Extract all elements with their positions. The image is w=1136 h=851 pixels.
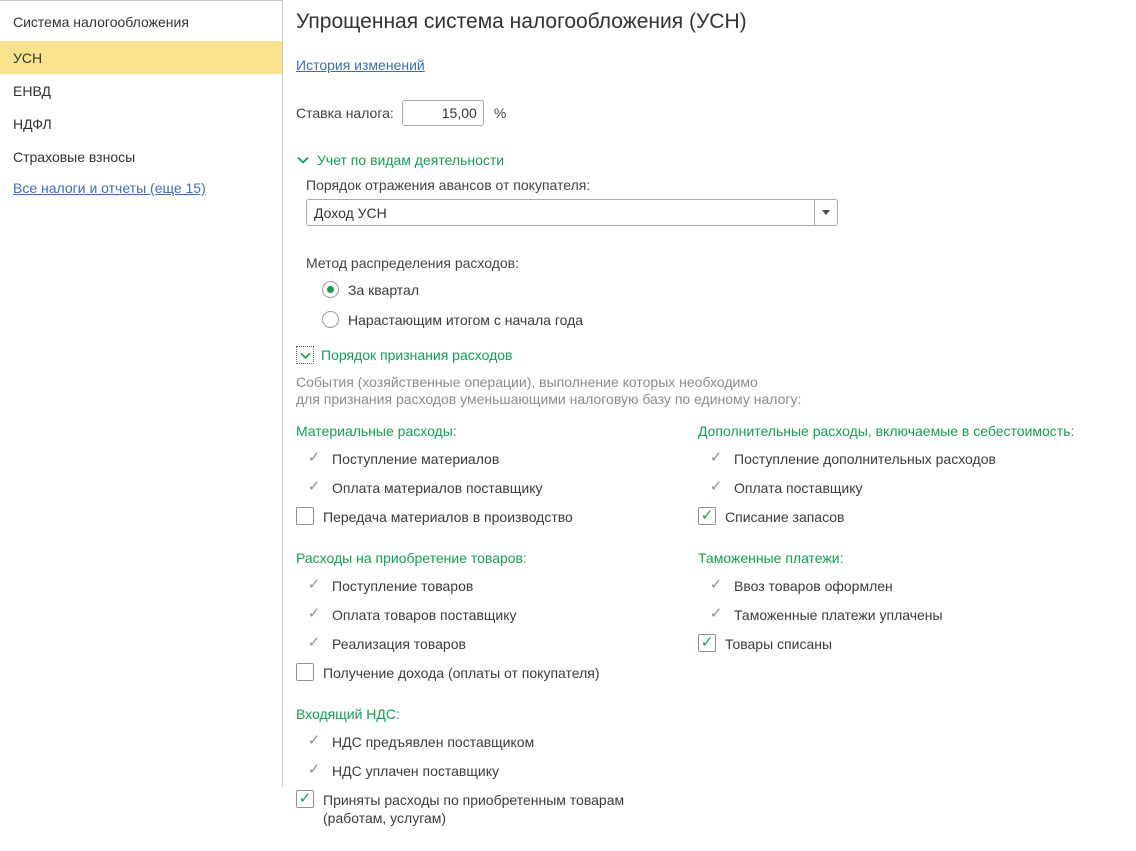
check-icon: ✓ <box>307 576 321 593</box>
event-label: Поступление товаров <box>332 578 474 594</box>
event-label: Поступление материалов <box>332 451 500 467</box>
checkbox-event-item[interactable] <box>296 663 698 682</box>
group-goods-purchase-expenses <box>296 550 698 682</box>
event-label: НДС уплачен поставщику <box>332 763 499 779</box>
group-title: Входящий НДС: <box>296 706 400 722</box>
sidebar-item-label: Система налогообложения <box>13 14 189 30</box>
radio-option-cumulative[interactable] <box>322 310 1136 329</box>
check-icon: ✓ <box>307 761 321 778</box>
activity-types-section-toggle[interactable] <box>296 152 1136 168</box>
event-label: Реализация товаров <box>332 636 466 652</box>
usn-settings-panel <box>283 0 1136 826</box>
group-title: Материальные расходы: <box>296 423 457 439</box>
description-line: События (хозяйственные операции), выполнение которых необходимо <box>296 374 758 390</box>
group-title: Таможенные платежи: <box>698 550 844 566</box>
check-icon: ✓ <box>709 449 723 466</box>
check-icon: ✓ <box>709 576 723 593</box>
chevron-down-icon <box>296 346 314 364</box>
check-icon: ✓ <box>307 478 321 495</box>
sidebar-item-label: ЕНВД <box>13 82 51 99</box>
event-label: Поступление дополнительных расходов <box>734 451 996 467</box>
checkbox-event-item[interactable] <box>698 634 1136 653</box>
check-icon: ✓ <box>709 605 723 622</box>
sidebar-item-envd[interactable] <box>0 74 282 107</box>
fixed-event-item <box>296 449 698 468</box>
advance-order-label: Порядок отражения авансов от покупателя: <box>306 177 591 193</box>
check-icon: ✓ <box>307 634 321 651</box>
event-label: Таможенные платежи уплачены <box>734 607 943 623</box>
event-label: Оплата товаров поставщику <box>332 607 517 623</box>
radio-option-label: Нарастающим итогом с начала года <box>348 312 584 328</box>
chevron-down-icon <box>296 153 310 167</box>
group-customs-payments <box>698 550 1136 682</box>
event-label: Передача материалов в производство <box>323 509 573 525</box>
fixed-event-item <box>296 605 698 624</box>
event-label: Приняты расходы по приобретенным товарам (работам, услугам) <box>323 792 625 826</box>
fixed-event-item <box>698 576 1136 595</box>
fixed-event-item <box>296 576 698 595</box>
settings-sidebar <box>0 0 283 787</box>
recognition-description <box>296 374 1136 408</box>
fixed-event-item <box>698 449 1136 468</box>
group-title: Дополнительные расходы, включаемые в себестоимость: <box>698 423 1075 439</box>
activity-section-title: Учет по видам деятельности <box>317 152 505 168</box>
fixed-event-item <box>296 761 698 780</box>
advance-order-value[interactable]: Доход УСН <box>314 204 387 221</box>
sidebar-item-insurance[interactable] <box>0 140 282 173</box>
check-icon: ✓ <box>307 605 321 622</box>
event-label: Оплата материалов поставщику <box>332 480 543 496</box>
sidebar-item-label: НДФЛ <box>13 115 52 132</box>
checkbox-event-item[interactable] <box>296 790 666 827</box>
radio-button-icon[interactable] <box>322 281 339 298</box>
sidebar-item-taxation-system[interactable] <box>0 3 282 41</box>
event-label: Получение дохода (оплаты от покупателя) <box>323 665 600 681</box>
checkbox-icon[interactable]: ✓ <box>698 507 716 525</box>
distribution-method-label: Метод распределения расходов: <box>306 255 519 271</box>
checkbox-event-item[interactable] <box>698 507 1136 526</box>
checkbox-event-item[interactable] <box>296 507 698 526</box>
group-title: Расходы на приобретение товаров: <box>296 550 527 566</box>
fixed-event-item <box>296 478 698 497</box>
all-taxes-link[interactable]: Все налоги и отчеты (еще 15) <box>13 180 206 196</box>
tax-rate-unit: % <box>493 105 507 121</box>
check-icon: ✓ <box>709 478 723 495</box>
radio-option-quarter[interactable] <box>322 280 1136 299</box>
checkbox-icon[interactable] <box>296 663 314 681</box>
dropdown-arrow-icon <box>822 210 830 215</box>
sidebar-item-ndfl[interactable] <box>0 107 282 140</box>
page-title: Упрощенная система налогообложения (УСН) <box>296 10 747 33</box>
sidebar-item-all-taxes-link[interactable] <box>0 173 282 203</box>
tax-rate-label: Ставка налога: <box>296 105 394 121</box>
fixed-event-item <box>698 478 1136 497</box>
sidebar-item-usn[interactable] <box>0 41 282 74</box>
group-material-expenses <box>296 423 698 526</box>
sidebar-item-label: УСН <box>13 49 43 66</box>
fixed-event-item <box>296 634 698 653</box>
fixed-event-item <box>296 732 698 751</box>
check-icon: ✓ <box>307 732 321 749</box>
radio-option-label: За квартал <box>348 282 420 298</box>
advance-order-combobox[interactable] <box>306 199 838 226</box>
description-line: для признания расходов уменьшающими налоговую базу по единому налогу: <box>296 391 802 407</box>
checkbox-icon[interactable]: ✓ <box>698 634 716 652</box>
history-of-changes-link[interactable]: История изменений <box>296 57 425 73</box>
fixed-event-item <box>698 605 1136 624</box>
tax-rate-row <box>296 100 1136 126</box>
combobox-dropdown-button[interactable] <box>814 200 837 225</box>
radio-button-icon[interactable] <box>322 311 339 328</box>
event-label: Товары списаны <box>725 636 833 652</box>
group-input-vat <box>296 706 698 827</box>
sidebar-item-label: Страховые взносы <box>13 148 136 165</box>
checkbox-icon[interactable] <box>296 507 314 525</box>
event-label: Ввоз товаров оформлен <box>734 578 893 594</box>
expense-recognition-section-toggle[interactable] <box>296 346 1136 364</box>
event-label: Оплата поставщику <box>734 480 863 496</box>
recognition-section-title: Порядок признания расходов <box>321 347 513 363</box>
checkbox-icon[interactable]: ✓ <box>296 790 314 808</box>
tax-rate-input[interactable] <box>402 100 484 126</box>
check-icon: ✓ <box>307 449 321 466</box>
event-label: НДС предъявлен поставщиком <box>332 734 535 750</box>
group-additional-expenses <box>698 423 1136 526</box>
event-label: Списание запасов <box>725 509 845 525</box>
event-groups-grid <box>296 423 1136 851</box>
